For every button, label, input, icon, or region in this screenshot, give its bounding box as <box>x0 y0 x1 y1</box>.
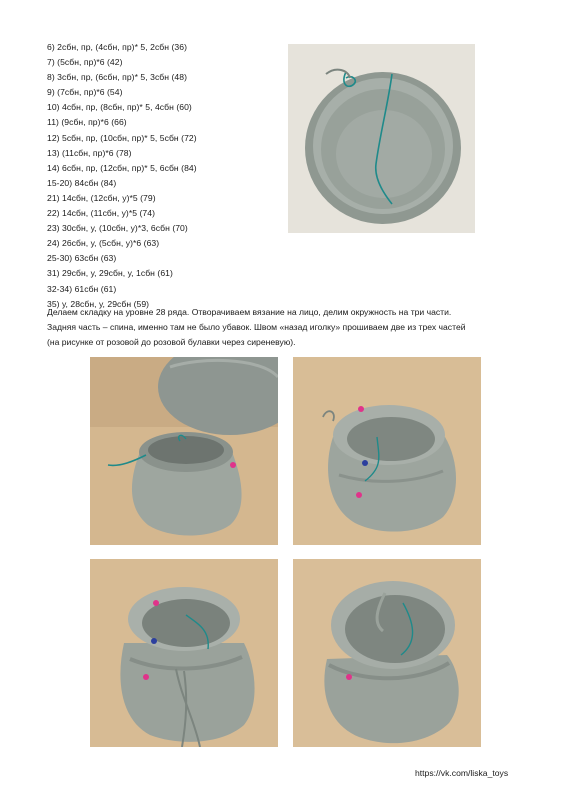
photo-bowl-folded-side <box>90 559 278 747</box>
row-instruction: 13) (11сбн, пр)*6 (78) <box>47 147 132 158</box>
instruction-paragraph <box>47 305 527 351</box>
row-instruction: 22) 14сбн, (11сбн, у)*5 (74) <box>47 208 155 219</box>
photo-bowl-finished <box>293 559 481 747</box>
row-instructions <box>47 40 283 312</box>
photo-bowl-top-view <box>288 44 475 233</box>
photo-bowl-with-pins <box>293 357 481 545</box>
row-instruction: 9) (7сбн, пр)*6 (54) <box>47 87 123 98</box>
row-instruction: 15-20) 84сбн (84) <box>47 177 117 188</box>
paragraph-line: Делаем складку на уровне 28 ряда. Отворачиваем вязание на лицо, делим окружность на три части. <box>47 307 452 317</box>
bowl-folded-illustration <box>90 559 278 747</box>
row-instruction: 31) 29сбн, у, 29сбн, у, 1сбн (61) <box>47 268 173 279</box>
row-instruction: 6) 2сбн, пр, (4сбн, пр)* 5, 2сбн (36) <box>47 42 187 52</box>
row-instruction: 11) (9сбн, пр)*6 (66) <box>47 117 127 128</box>
row-instruction: 23) 30сбн, у, (10сбн, у)*3, 6сбн (70) <box>47 223 188 234</box>
source-link[interactable]: https://vk.com/liska_toys <box>415 768 509 778</box>
row-instruction: 32-34) 61сбн (61) <box>47 283 117 294</box>
row-instruction: 8) 3сбн, пр, (6сбн, пр)* 5, 3сбн (48) <box>47 72 187 83</box>
photo-bowl-with-yarn-ball <box>90 357 278 545</box>
bowl-yarn-illustration <box>90 357 278 545</box>
row-instruction: 7) (5сбн, пр)*6 (42) <box>47 57 123 68</box>
row-instruction: 14) 6сбн, пр, (12сбн, пр)* 5, 6сбн (84) <box>47 162 197 173</box>
row-instruction: 12) 5сбн, пр, (10сбн, пр)* 5, 5сбн (72) <box>47 132 197 143</box>
paragraph-line: (на рисунке от розовой до розовой булавки через сиреневую). <box>47 337 296 348</box>
bowl-finished-illustration <box>293 559 481 747</box>
bowl-top-illustration <box>288 44 475 233</box>
row-instruction: 25-30) 63сбн (63) <box>47 253 117 264</box>
row-instruction: 21) 14сбн, (12сбн, у)*5 (79) <box>47 192 156 203</box>
paragraph-line: Задняя часть – спина, именно там не было убавок. Швом «назад иголку» прошиваем две из трех частей <box>47 322 466 333</box>
row-instruction: 24) 26сбн, у, (5сбн, у)*6 (63) <box>47 238 160 249</box>
row-instruction: 10) 4сбн, пр, (8сбн, пр)* 5, 4сбн (60) <box>47 102 192 113</box>
bowl-pins-illustration <box>293 357 481 545</box>
row-instruction: 35) у, 28сбн, у, 29сбн (59) <box>47 298 150 309</box>
